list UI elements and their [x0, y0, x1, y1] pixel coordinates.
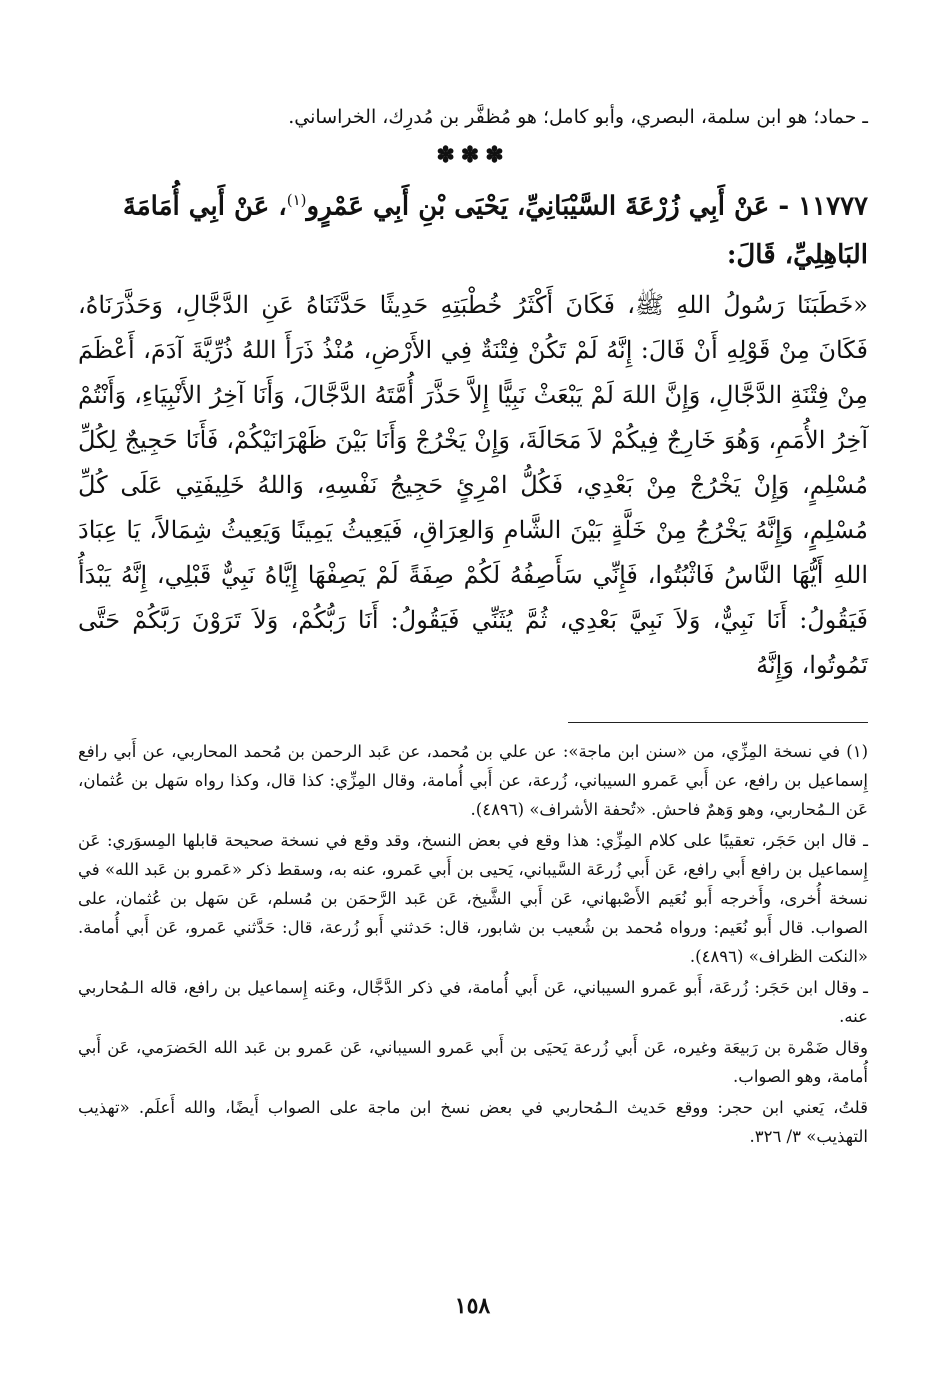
hadith-heading-end: ، عَنْ أَبِي أُمَامَةَ البَاهِلِيِّ، قَالَ: [122, 191, 868, 270]
section-separator: ✽✽✽ [436, 142, 510, 168]
footnote-paragraph: وقال ضَمْرة بن رَبيعَة وغيره، عَن أَبي زُرعة يَحيَى بن أَبي عَمرو السيباني، عَن عَمرو بن عَبد الله الحَضرَمي، عَن أَبي أُمامة، وهو الصواب. [78, 1037, 868, 1086]
footnote-divider [568, 722, 868, 723]
page-number: ١٥٨ [454, 1293, 491, 1319]
footnote-paragraph: ـ وقال ابن حَجَر: زُرعَة، أَبو عَمرو السيباني، عَن أَبي أُمامة، في ذكر الدَّجَّال، وعَنه إِسماعيل بن رافع، قاله الـمُحاربي عنه. [78, 977, 868, 1026]
page-content [78, 100, 868, 1153]
footnote-paragraph: قلتُ، يَعني ابن حجر: ووقع حَديث الـمُحاربي في بعض نسخ ابن ماجة على الصواب أَيضًا، والله أَعلَم. «تهذيب التهذيب» ٣/ ٣٢٦. [78, 1097, 868, 1146]
footnote-reference: (١) [286, 191, 307, 209]
top-note: ـ حماد؛ هو ابن سلمة، البصري، وأبو كامل؛ هو مُظفَّر بن مُدرِك، الخراساني. [288, 106, 868, 128]
hadith-heading-text: ١١٧٧٧ - عَنْ أَبِي زُرْعَةَ السَّيْبَانِيِّ، يَحْيَى بْنِ أَبِي عَمْرٍو [306, 191, 868, 222]
footnotes [78, 737, 868, 1151]
footnote-paragraph: (١) في نسخة المِزِّي، من «سنن ابن ماجة»: عن علي بن مُحمد، عن عَبد الرحمن بن مُحمد المحاربي، عن أَبي رافع إِسماعيل بن رافع، عن أَبي عَمرو السيباني، زُرعة، عن أَبي أُمامة، وقال المِزِّي: كذا قال، وكذا رواه سَهل بن عُثمان، عَن الـمُحاربي، وهو وَهمٌ فاحش. «تُحفة الأشراف» (٤٨٩٦). [78, 741, 868, 819]
footnote-paragraph: ـ قال ابن حَجَر، تعقيبًا على كلام المِزِّي: هذا وقع في بعض النسخ، وقد وقع في نسخة صحيحة قابلها المِسوَري: عَن إِسماعيل بن رافع أَبي رافع، عَن أَبي زُرعَة السَّيباني، يَحيى بن أَبي عَمرو، عنه به، وسقط ذكر «عَمرو بن عَبد الله» في نسخة أُخرى، وأَخرجه أَبو نُعَيم الأَصْبهاني، عَن أَبي الشَّيخ، عَن عَبد الرَّحمَن بن مُسلم، عَن سَهل بن عُثمان، على الصواب. قال أَبو نُعَيم: ورواه مُحمد بن شُعيب بن شابور، قال: حَدثني أَبو زُرعة، قال: حَدَّثني عَمرو، عَن أَبي أُمامة. «النكت الظراف» (٤٨٩٦). [78, 830, 868, 966]
hadith-text: «خَطَبَنَا رَسُولُ اللهِ ﷺ، فَكَانَ أَكْثَرُ خُطْبَتِهِ حَدِيثًا حَدَّثَنَاهُ عَنِ الدَّجَّالِ، وَحَذَّرَنَاهُ، فَكَانَ مِنْ قَوْلِهِ أَنْ قَالَ: إِنَّهُ لَمْ تَكُنْ فِتْنَةٌ فِي الأَرْضِ، مُنْذُ ذَرَأَ اللهُ ذُرِّيَّةَ آدَمَ، أَعْظَمَ مِنْ فِتْنَةِ الدَّجَّالِ، وَإِنَّ اللهَ لَمْ يَبْعَثْ نَبِيًّا إِلاَّ حَذَّرَ أُمَّتَهُ الدَّجَّالَ، وَأَنَا آخِرُ الأَنْبِيَاءِ، وَأَنْتُمْ آخِرُ الأُمَمِ، وَهُوَ خَارِجٌ فِيكُمْ لاَ مَحَالَةَ، وَإِنْ يَخْرُجْ وَأَنَا بَيْنَ ظَهْرَانَيْكُمْ، فَأَنَا حَجِيجٌ لِكُلِّ مُسْلِمٍ، وَإِنْ يَخْرُجْ مِنْ بَعْدِي، فَكُلُّ امْرِئٍ حَجِيجُ نَفْسِهِ، وَاللهُ خَلِيفَتِي عَلَى كُلِّ مُسْلِمٍ، وَإِنَّهُ يَخْرُجُ مِنْ خَلَّةٍ بَيْنَ الشَّامِ وَالعِرَاقِ، فَيَعِيثُ يَمِينًا وَيَعِيثُ شِمَالاً، يَا عِبَادَ اللهِ أَيُّهَا النَّاسُ فَاثْبُتُوا، فَإِنِّي سَأَصِفُهُ لَكُمْ صِفَةً لَمْ يَصِفْهَا إِيَّاهُ نَبِيٌّ قَبْلِي، إِنَّهُ يَبْدَأُ فَيَقُولُ: أَنَا نَبِيٌّ، وَلاَ نَبِيَّ بَعْدِي، ثُمَّ يُثَنِّي فَيَقُولُ: أَنَا رَبُّكُمْ، وَلاَ تَرَوْنَ رَبَّكُمْ حَتَّى تَمُوتُوا، وَإِنَّهُ [78, 290, 868, 679]
hadith-heading [78, 176, 868, 279]
